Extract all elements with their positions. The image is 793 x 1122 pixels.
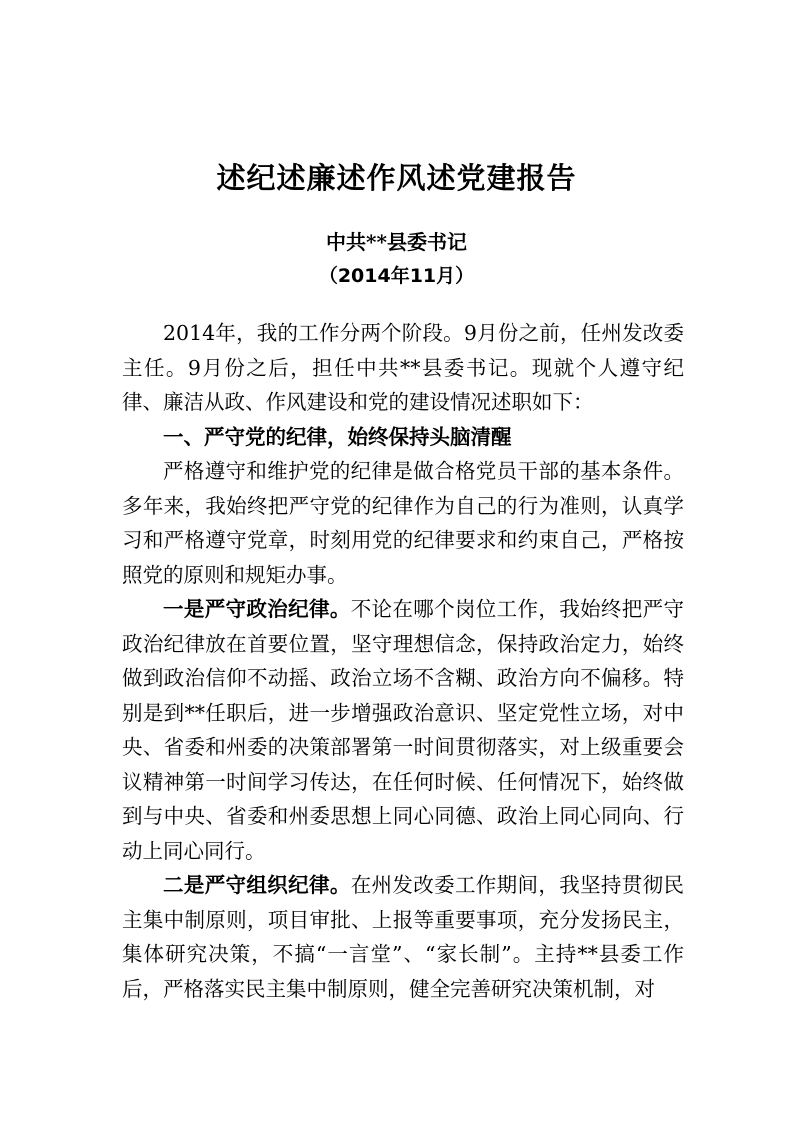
document-title: 述纪述廉述作风述党建报告 bbox=[216, 161, 577, 195]
intro-paragraph: 2014年，我的工作分两个阶段。9月份之前，任州发改委主任。9月份之后，担任中共**县委书记。现就个人遵守纪律、廉洁从政、作风建设和党的建设情况述职如下： bbox=[122, 321, 684, 414]
point-one-lead: 一是严守政治纪律。 bbox=[163, 597, 351, 621]
point-two-lead: 二是严守组织纪律。 bbox=[163, 873, 351, 897]
point-two-text: 在州发改委工作期间，我坚持贯彻民主集中制原则，项目审批、上报等重要事项，充分发扬民主，集体研究决策，不搞“一言堂”、“家长制”。主持**县委工作后，严格落实民主集中制原则，健全完善研究决策机制，对 bbox=[122, 873, 684, 1001]
document-body bbox=[122, 316, 684, 1006]
point-one-text: 不论在哪个岗位工作，我始终把严守政治纪律放在首要位置，坚守理想信念，保持政治定力，始终做到政治信仰不动摇、政治立场不含糊、政治方向不偏移。特别是到**任职后，进一步增强政治意识、坚定党性立场，对中央、省委和州委的决策部署第一时间贯彻落实，对上级重要会议精神第一时间学习传达，在任何时候、任何情况下，始终做到与中央、省委和州委思想上同心同德、政治上同心同向、行动上同心同行。 bbox=[122, 597, 684, 863]
document-author: 中共**县委书记 bbox=[326, 230, 467, 254]
section-heading: 一、严守党的纪律，始终保持头脑清醒 bbox=[163, 424, 512, 449]
section-paragraph: 严格遵守和维护党的纪律是做合格党员干部的基本条件。多年来，我始终把严守党的纪律作为自己的行为准则，认真学习和严格遵守党章，时刻用党的纪律要求和约束自己，严格按照党的原则和规矩办事。 bbox=[122, 459, 684, 587]
point-two-paragraph bbox=[122, 868, 684, 1006]
document-date: （2014年11月） bbox=[318, 265, 475, 287]
point-one-paragraph bbox=[122, 592, 684, 868]
